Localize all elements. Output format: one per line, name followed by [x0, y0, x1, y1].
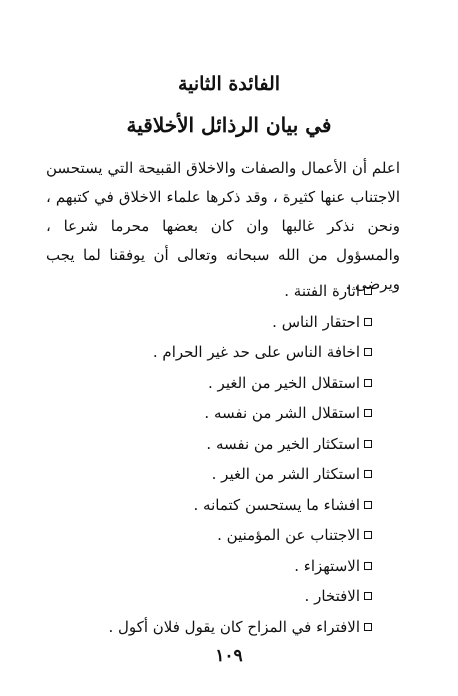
square-bullet-icon	[364, 440, 372, 448]
list-item	[72, 551, 372, 582]
page-number: ١٠٩	[215, 646, 243, 666]
list-item-text: الافتراء في المزاح كان يقول فلان أكول .	[108, 617, 360, 636]
list-item	[72, 337, 372, 368]
list-item	[72, 520, 372, 551]
square-bullet-icon	[364, 531, 372, 539]
square-bullet-icon	[364, 409, 372, 417]
list-item	[72, 612, 372, 643]
list-item	[72, 398, 372, 429]
list-item-text: استقلال الخير من الغير .	[208, 373, 360, 392]
list-item	[72, 429, 372, 460]
list-item	[72, 490, 372, 521]
square-bullet-icon	[364, 348, 372, 356]
list-item	[72, 276, 372, 307]
list-item-text: الاستهزاء .	[294, 556, 360, 575]
intro-paragraph: اعلم أن الأعمال والصفات والاخلاق القبيحة التي يستحسن الاجتناب عنها كثيرة ، وقد ذكرها علماء الاخلاق في كتبهم ، ونحن نذكر غالبها وان كان بعضها محرما شرعا ، والمسؤول من الله سبحانه وتعالى أن يوفقنا لما يجب ويرضى .	[46, 159, 400, 293]
square-bullet-icon	[364, 562, 372, 570]
list-item	[72, 368, 372, 399]
square-bullet-icon	[364, 501, 372, 509]
vices-list	[72, 276, 372, 642]
list-item-text: الاجتناب عن المؤمنين .	[217, 526, 360, 544]
square-bullet-icon	[364, 623, 372, 631]
square-bullet-icon	[364, 470, 372, 478]
list-item-text: استكثار الشر من الغير .	[211, 465, 360, 483]
square-bullet-icon	[364, 379, 372, 387]
square-bullet-icon	[364, 592, 372, 600]
square-bullet-icon	[364, 318, 372, 326]
list-item-text: احتقار الناس .	[272, 312, 360, 331]
list-item-text: الافتخار .	[304, 587, 360, 605]
list-item	[72, 581, 372, 612]
list-item	[72, 307, 372, 338]
list-item-text: استقلال الشر من نفسه .	[204, 404, 360, 422]
list-item	[72, 459, 372, 490]
square-bullet-icon	[364, 287, 372, 295]
list-item-text: استكثار الخير من نفسه .	[206, 434, 360, 453]
list-item-text: اثارة الفتنة .	[284, 282, 360, 300]
section-title: الفائدة الثانية	[177, 73, 281, 95]
list-item-text: افشاء ما يستحسن كتمانه .	[193, 495, 360, 514]
section-subtitle: في بيان الرذائل الأخلاقية	[126, 113, 332, 137]
list-item-text: اخافة الناس على حد غير الحرام .	[152, 343, 360, 361]
